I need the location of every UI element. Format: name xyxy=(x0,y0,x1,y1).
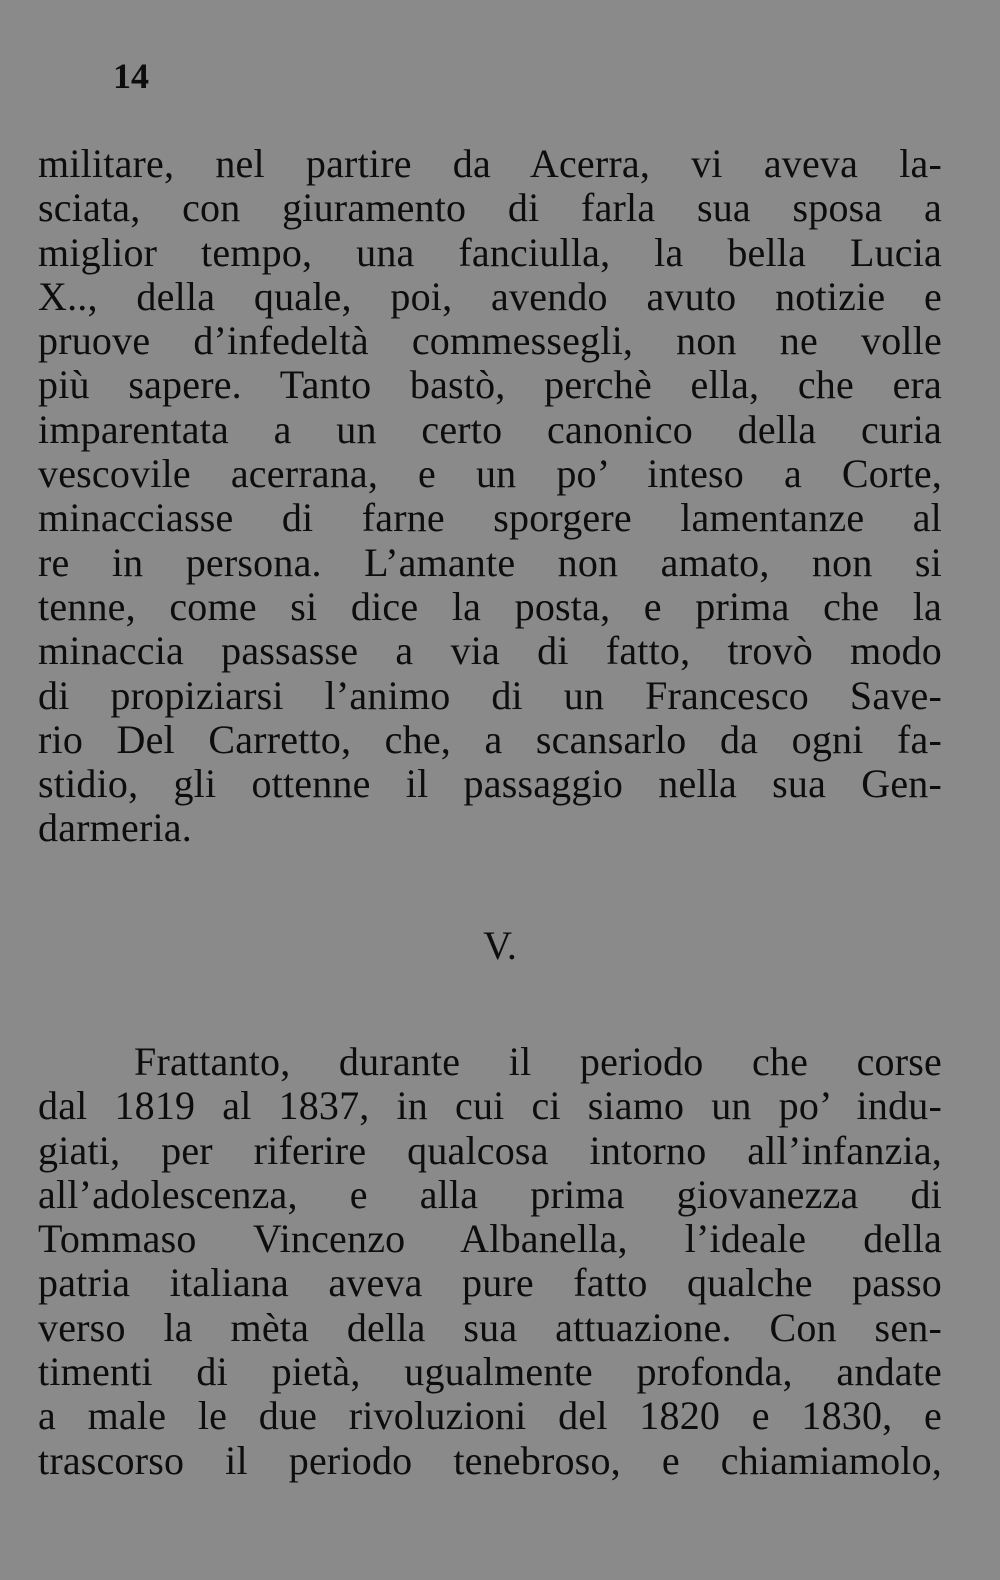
text-line: X.., della quale, poi, avendo avuto notizie e xyxy=(38,274,942,319)
text-line: pruove d’infedeltà commessegli, non ne volle xyxy=(38,319,942,364)
text-line: sciata, con giuramento di farla sua sposa a xyxy=(38,186,942,231)
text-line: giati, per riferire qualcosa intorno all’infanzia, xyxy=(38,1128,942,1173)
text-line: minacciasse di farne sporgere lamentanze al xyxy=(38,496,942,541)
paragraph-2 xyxy=(38,1040,942,1483)
text-line: vescovile acerrana, e un po’ inteso a Corte, xyxy=(38,452,942,497)
text-line: stidio, gli ottenne il passaggio nella sua Gen- xyxy=(38,762,942,807)
text-line: re in persona. L’amante non amato, non si xyxy=(38,540,942,585)
text-line: all’adolescenza, e alla prima giovanezza di xyxy=(38,1172,942,1217)
text-line: Frattanto, durante il periodo che corse xyxy=(134,1040,942,1084)
section-heading: V. xyxy=(483,923,517,968)
text-line: Tommaso Vincenzo Albanella, l’ideale della xyxy=(38,1217,942,1262)
text-line: timenti di pietà, ugualmente profonda, andate xyxy=(38,1350,942,1395)
text-line: dal 1819 al 1837, in cui ci siamo un po’ indu- xyxy=(38,1084,942,1129)
text-line: rio Del Carretto, che, a scansarlo da ogni fa- xyxy=(38,717,942,762)
text-line: minaccia passasse a via di fatto, trovò modo xyxy=(38,629,942,674)
text-line: imparentata a un certo canonico della curia xyxy=(38,407,942,452)
text-line: più sapere. Tanto bastò, perchè ella, che era xyxy=(38,363,942,408)
text-line: a male le due rivoluzioni del 1820 e 1830, e xyxy=(38,1394,942,1439)
text-line: di propiziarsi l’animo di un Francesco Save- xyxy=(38,673,942,718)
text-line: patria italiana aveva pure fatto qualche passo xyxy=(38,1261,942,1306)
paragraph-1 xyxy=(38,142,942,851)
text-line: tenne, come si dice la posta, e prima che la xyxy=(38,584,942,629)
page-number: 14 xyxy=(113,56,149,96)
text-line: trascorso il periodo tenebroso, e chiamiamolo, xyxy=(38,1438,942,1483)
text-line: militare, nel partire da Acerra, vi aveva la- xyxy=(38,142,942,186)
text-line: verso la mèta della sua attuazione. Con sen- xyxy=(38,1305,942,1350)
text-line: miglior tempo, una fanciulla, la bella Lucia xyxy=(38,230,942,275)
text-line: darmeria. xyxy=(38,806,192,851)
